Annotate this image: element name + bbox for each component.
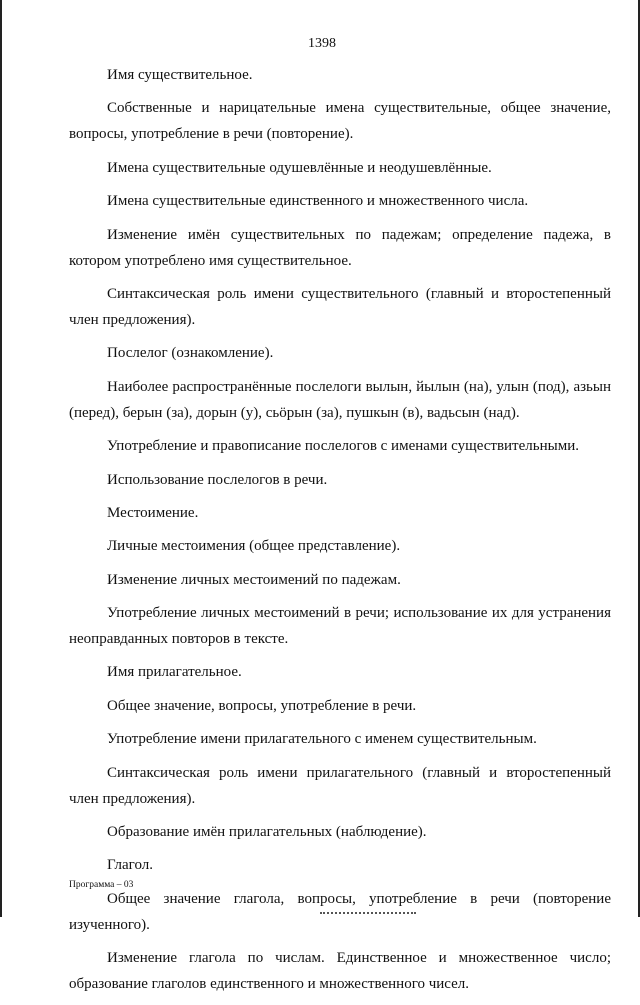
paragraph: Образование имён прилагательных (наблюдение).: [107, 824, 427, 841]
paragraph: Изменение имён существительных по падежам; определение падежа, в котором употреблено имя существительное.: [69, 226, 611, 269]
paragraph: Местоимение.: [107, 504, 199, 521]
paragraph: Имена существительные единственного и множественного числа.: [107, 193, 529, 210]
paragraph: Общее значение глагола, вопросы, употребление в речи (повторение изученного).: [69, 890, 611, 933]
page-footer: Программа – 03: [69, 880, 134, 890]
paragraph: Послелог (ознакомление).: [107, 345, 274, 362]
page-number: 1398: [308, 36, 336, 51]
paragraph: Имя прилагательное.: [107, 664, 242, 681]
paragraph: Употребление имени прилагательного с именем существительным.: [107, 731, 537, 748]
paragraph: Общее значение, вопросы, употребление в речи.: [107, 697, 417, 714]
paragraph: Употребление и правописание послелогов с именами существительными.: [107, 438, 579, 455]
paragraph: Синтаксическая роль имени существительного (главный и второстепенный член предложения).: [69, 285, 611, 328]
scan-edge-mark: [320, 912, 416, 914]
paragraph: Личные местоимения (общее представление).: [107, 538, 401, 555]
paragraph: Глагол.: [107, 857, 154, 874]
paragraph: Употребление личных местоимений в речи; использование их для устранения неоправданных повторов в тексте.: [69, 605, 611, 648]
paragraph: Имя существительное.: [107, 67, 253, 83]
page-body: [69, 62, 611, 1005]
paragraph: Имена существительные одушевлённые и неодушевлённые.: [107, 159, 492, 176]
paragraph: Изменение личных местоимений по падежам.: [107, 571, 401, 588]
paragraph: Изменение глагола по числам. Единственное и множественное число; образование глаголов единственного и множественного чисел.: [69, 950, 611, 993]
paragraph: Синтаксическая роль имени прилагательного (главный и второстепенный член предложения).: [69, 764, 611, 807]
paragraph: Собственные и нарицательные имена существительные, общее значение, вопросы, употребление в речи (повторение).: [69, 100, 611, 143]
paragraph: Наиболее распространённые послелоги вылын, йылын (на), улын (под), азьын (перед), берын (за), дорын (у), сьӧрын (за), пушкын (в), вадьсын (над).: [69, 378, 611, 421]
paragraph: Использование послелогов в речи.: [107, 471, 328, 488]
